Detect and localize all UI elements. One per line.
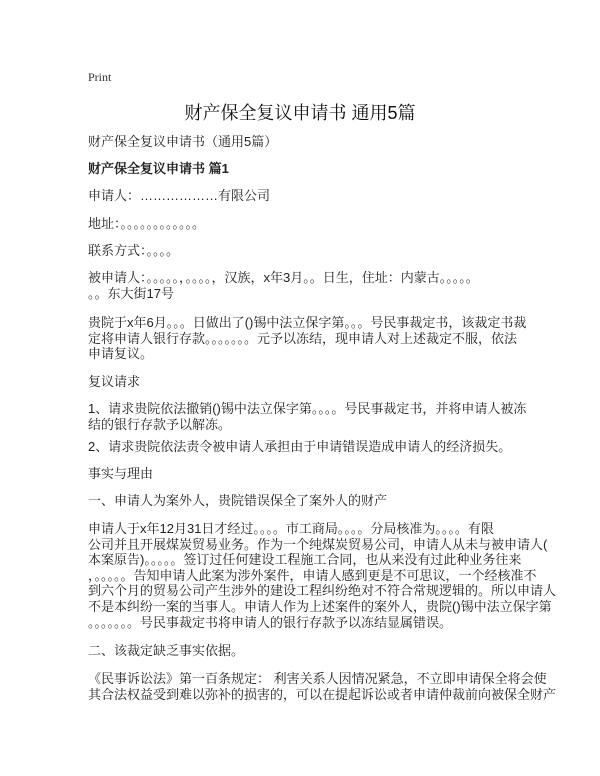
paragraph-respondent (88, 270, 528, 301)
text-line: 贵院于x年6月。。。日做出了()锡中法立保字第。。。号民事裁定书，该裁定书裁 (88, 315, 527, 330)
paragraph-request-2 (88, 439, 528, 455)
text-line: 2、请求贵院依法责令被申请人承担由于申请错误造成申请人的经济损失。 (88, 439, 512, 454)
text-line: 。。。。。。。号民事裁定书将申请人的银行存款予以冻结显属错误。 (88, 614, 453, 630)
document-subtitle: 财产保全复议申请书（通用5篇） (88, 134, 278, 149)
text-line: 地址：。。。。。。。。。。。。 (88, 216, 206, 231)
text-line: 《民事诉讼法》第一百条规定： 利害关系人因情况紧急，不立即申请保全将会使 (88, 671, 547, 686)
text-line: 复议请求 (88, 374, 141, 389)
text-line: 到六个月的贸易公司产生涉外的建设工程纠纷绝对不符合常规逻辑的。所以申请人 (88, 583, 557, 599)
paragraph-contact (88, 243, 528, 259)
print-label[interactable]: Print (88, 70, 112, 84)
text-line: 本案原告)。。。。。签订过任何建设工程施工合同，也从来没有过此种业务往来 (88, 552, 522, 568)
document-title: 财产保全复议申请书 通用5篇 (184, 103, 416, 123)
paragraph-facts-heading (88, 466, 528, 482)
text-line: 1、请求贵院依法撤销()锡中法立保字第。。。。号民事裁定书，并将申请人被冻 (88, 401, 527, 416)
text-line: ，。。。。。告知申请人此案为涉外案件，申请人感到更是不可思议，一个经核准不 (88, 567, 537, 583)
text-line: 被申请人：。。。。。，。。。。，汉族，x年3月。。日生，住址：内蒙古。。。。。 (88, 270, 479, 285)
paragraph-ruling-paragraph (88, 315, 528, 362)
paragraph-reason-1-heading (88, 493, 528, 509)
paragraph-applicant (88, 188, 528, 204)
text-line: 公司并且开展煤炭贸易业务。作为一个纯煤炭贸易公司，申请人从未与被申请人( (88, 536, 548, 552)
text-line: 不是本纠纷一案的当事人。申请人作为上述案件的案外人，贵院()锡中法立保字第 (88, 598, 552, 614)
paragraph-request-1 (88, 401, 528, 432)
text-line: 申请复议。 (88, 346, 154, 362)
text-line: 申请人：………………有限公司 (88, 188, 271, 203)
text-line: 一、申请人为案外人，贵院错误保全了案外人的财产 (88, 493, 388, 508)
paragraph-reason-2-heading (88, 643, 528, 659)
paragraph-review-request-heading (88, 374, 528, 390)
text-line: 联系方式：。。。。 (88, 243, 180, 258)
text-line: 。。东大街17号 (88, 285, 174, 301)
paragraph-reason-1-body (88, 521, 557, 630)
text-line: 定将申请人银行存款。。。。。。。元予以冻结，现申请人对上述裁定不服，依法 (88, 330, 518, 346)
text-line: 结的银行存款予以解冻。 (88, 416, 232, 432)
paragraph-address (88, 216, 528, 232)
text-line: 其合法权益受到难以弥补的损害的，可以在提起诉讼或者申请仲裁前向被保全财产 (88, 686, 557, 702)
section-heading: 财产保全复议申请书 篇1 (88, 161, 229, 176)
text-line: 事实与理由 (88, 466, 154, 481)
text-line: 二、该裁定缺乏事实依据。 (88, 643, 245, 658)
paragraph-law-citation (88, 671, 557, 702)
text-line: 申请人于x年12月31日才经过。。。。市工商局。。。。分局核准为。。。。有限 (88, 521, 494, 536)
